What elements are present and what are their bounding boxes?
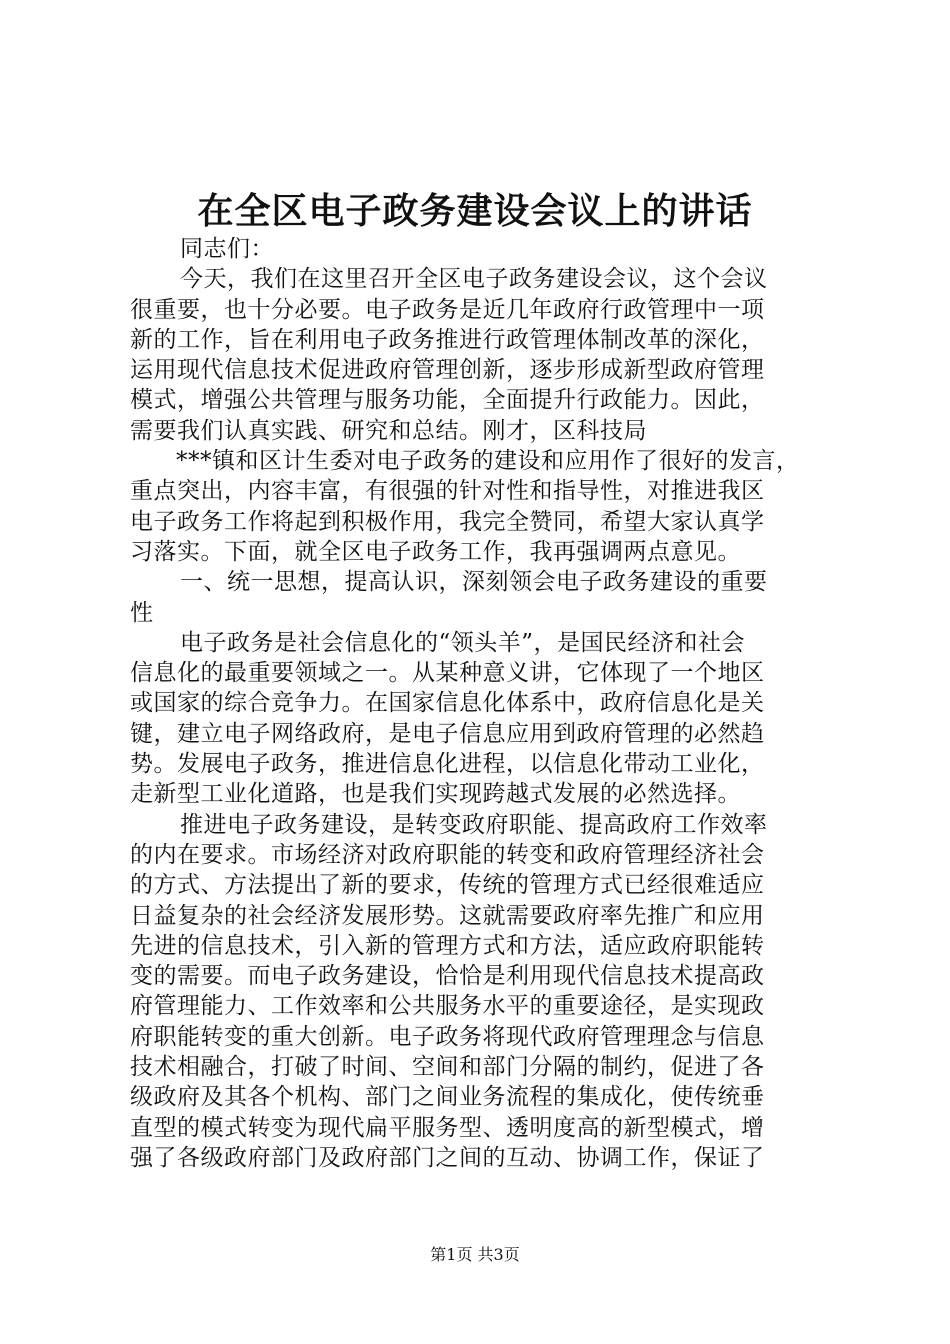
paragraph-line: 势。发展电子政务，推进信息化进程，以信息化带动工业化， — [130, 751, 765, 778]
paragraph-line: 或国家的综合竞争力。在国家信息化体系中，政府信息化是关 — [130, 690, 765, 717]
paragraph-line: 直型的模式转变为现代扁平服务型、透明度高的新型模式，增 — [130, 1114, 765, 1141]
paragraph-line: 的内在要求。市场经济对政府职能的转变和政府管理经济社会 — [130, 841, 765, 868]
paragraph-line: 信息化的最重要领域之一。从某种意义讲，它体现了一个地区 — [130, 660, 765, 687]
paragraph-line: 运用现代信息技术促进政府管理创新，逐步形成新型政府管理 — [130, 357, 765, 384]
paragraph-line: 模式，增强公共管理与服务功能，全面提升行政能力。因此， — [130, 387, 765, 414]
document-body — [130, 234, 830, 1173]
paragraph-line: 日益复杂的社会经济发展形势。这就需要政府率先推广和应用 — [130, 902, 765, 929]
salutation: 同志们： — [180, 236, 274, 262]
paragraph-line: ***镇和区计生委对电子政务的建设和应用作了很好的发言， — [176, 448, 800, 475]
paragraph-line: 级政府及其各个机构、部门之间业务流程的集成化，使传统垂 — [130, 1084, 765, 1111]
paragraph-line: 需要我们认真实践、研究和总结。刚才，区科技局 — [130, 417, 647, 444]
paragraph-line: 键，建立电子网络政府，是电子信息应用到政府管理的必然趋 — [130, 720, 765, 747]
paragraph-line: 走新型工业化道路，也是我们实现跨越式发展的必然选择。 — [130, 781, 741, 808]
paragraph-line: 府职能转变的重大创新。电子政务将现代政府管理理念与信息 — [130, 1023, 765, 1050]
document-title: 在全区电子政务建设会议上的讲话 — [197, 190, 753, 232]
page-footer: 第1页 共3页 — [430, 1245, 520, 1264]
section-heading: 一、统一思想，提高认识，深刻领会电子政务建设的重要 — [180, 569, 768, 596]
paragraph-line: 推进电子政务建设，是转变政府职能、提高政府工作效率 — [180, 811, 768, 838]
section-heading: 性 — [130, 599, 154, 626]
paragraph-line: 强了各级政府部门及政府部门之间的互动、协调工作，保证了 — [130, 1144, 765, 1171]
paragraph-line: 新的工作，旨在利用电子政务推进行政管理体制改革的深化， — [130, 326, 765, 353]
paragraph-line: 很重要，也十分必要。电子政务是近几年政府行政管理中一项 — [130, 296, 765, 323]
paragraph-line: 重点突出，内容丰富，有很强的针对性和指导性，对推进我区 — [130, 478, 765, 505]
paragraph-line: 电子政务工作将起到积极作用，我完全赞同，希望大家认真学 — [130, 508, 765, 535]
paragraph-line: 先进的信息技术，引入新的管理方式和方法，适应政府职能转 — [130, 932, 765, 959]
paragraph-line: 习落实。下面，就全区电子政务工作，我再强调两点意见。 — [130, 538, 741, 565]
paragraph-line: 技术相融合，打破了时间、空间和部门分隔的制约，促进了各 — [130, 1054, 765, 1081]
paragraph-line: 电子政务是社会信息化的“领头羊”，是国民经济和社会 — [180, 629, 746, 656]
paragraph-line: 今天，我们在这里召开全区电子政务建设会议，这个会议 — [180, 266, 768, 293]
paragraph-line: 府管理能力、工作效率和公共服务水平的重要途径，是实现政 — [130, 993, 765, 1020]
paragraph-line: 的方式、方法提出了新的要求，传统的管理方式已经很难适应 — [130, 872, 765, 899]
paragraph-line: 变的需要。而电子政务建设，恰恰是利用现代信息技术提高政 — [130, 963, 765, 990]
